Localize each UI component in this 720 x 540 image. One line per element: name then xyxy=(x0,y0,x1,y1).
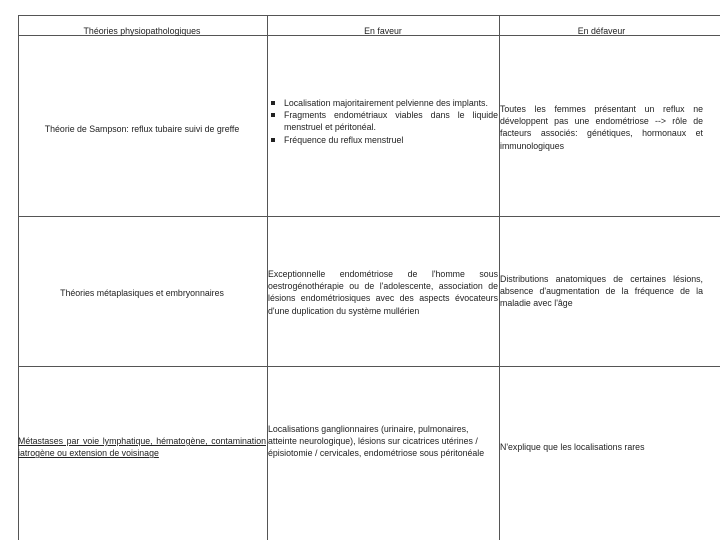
table-border-left xyxy=(18,15,19,540)
row1-theory: Théorie de Sampson: reflux tubaire suivi de greffe xyxy=(44,124,240,134)
table-border-top xyxy=(18,15,720,16)
row1-for-item: Localisation majoritairement pelvienne des implants. xyxy=(268,97,498,109)
row3-theory: Métastases par voie lymphatique, hématogène, contamination iatrogène ou extension de voisinage xyxy=(18,436,266,459)
row2-against: Distributions anatomiques de certaines lésions, absence d'augmentation de la fréquence de la maladie avec l'âge xyxy=(500,274,703,309)
header-against: En défaveur xyxy=(577,26,626,36)
row1-against: Toutes les femmes présentant un reflux ne développent pas une endométriose --> rôle de facteurs associés: génétiques, hormonaux et immunologiques xyxy=(500,104,703,151)
row2-for: Exceptionnelle endométriose de l'homme sous oestrogénothérapie ou de l'adolescente, association de lésions endométriosiques avec des aspects évocateurs d'une duplication du système mullérien xyxy=(268,269,498,316)
row-divider-1 xyxy=(18,216,720,217)
row3-for: Localisations ganglionnaires (urinaire, pulmonaires, atteinte neurologique), lésions sur cicatrices utérines / épisiotomie / cervicales, endométriose sous péritonéale xyxy=(268,424,485,459)
row3-against: N'explique que les localisations rares xyxy=(500,442,645,452)
row1-for-item: Fréquence du reflux menstruel xyxy=(268,134,498,146)
row1-for-list xyxy=(268,97,498,146)
theories-table xyxy=(18,15,720,540)
header-for: En faveur xyxy=(364,26,402,36)
header-theories: Théories physiopathologiques xyxy=(83,26,201,36)
row-divider-2 xyxy=(18,366,720,367)
row2-theory: Théories métaplasiques et embryonnaires xyxy=(60,288,224,298)
row1-for-item: Fragments endométriaux viables dans le liquide menstruel et péritonéal. xyxy=(268,109,498,133)
